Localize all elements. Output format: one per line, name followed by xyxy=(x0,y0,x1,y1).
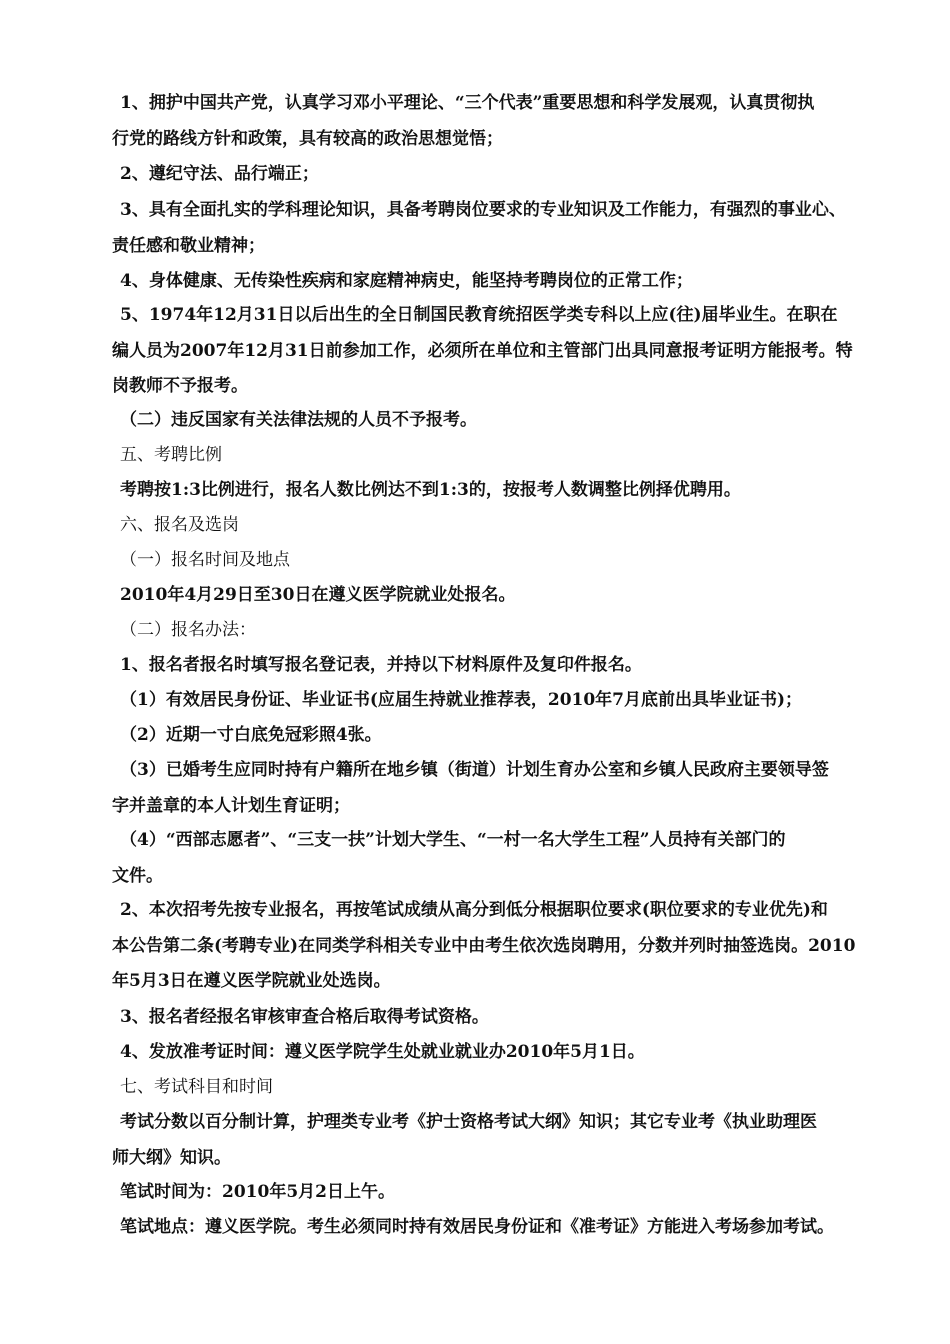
text-line: 1、拥护中国共产党，认真学习邓小平理论、“三个代表”重要思想和科学发展观，认真贯彻执 xyxy=(120,93,815,113)
paragraph-requirement-5 xyxy=(112,298,872,405)
text-line: （4）“西部志愿者”、“三支一扶”计划大学生、“一村一名大学生工程”人员持有关部门的 xyxy=(120,830,786,850)
text-line: （二）报名办法： xyxy=(120,620,256,640)
paragraph-requirement-2 xyxy=(112,157,872,193)
text-line: 笔试时间为：2010年5月2日上午。 xyxy=(120,1182,395,1202)
text-line: 年5月3日在遵义医学院就业处选岗。 xyxy=(112,971,391,991)
text-line: 5、1974年12月31日以后出生的全日制国民教育统招医学类专科以上应(往)届毕业生。在职在 xyxy=(120,305,838,325)
text-line: 3、报名者经报名审核审查合格后取得考试资格。 xyxy=(120,1007,489,1027)
paragraph-method-1 xyxy=(112,648,872,684)
text-line: （2）近期一寸白底免冠彩照4张。 xyxy=(120,725,382,745)
text-line: 字并盖章的本人计划生育证明； xyxy=(112,795,350,816)
text-line: 七、考试科目和时间 xyxy=(120,1077,273,1097)
text-line: 岗教师不予报考。 xyxy=(112,376,248,396)
paragraph-exclusion xyxy=(112,403,872,439)
text-line: 3、具有全面扎实的学科理论知识，具备考聘岗位要求的专业知识及工作能力，有强烈的事业心、 xyxy=(120,200,846,220)
paragraph-exam-location xyxy=(112,1210,872,1246)
paragraph-method-3 xyxy=(112,1000,872,1036)
paragraph-material-1 xyxy=(112,683,872,719)
text-line: 行党的路线方针和政策，具有较高的政治思想觉悟； xyxy=(112,128,503,149)
subheading-method xyxy=(112,613,872,649)
text-line: 笔试地点：遵义医学院。考生必须同时持有效居民身份证和《准考证》方能进入考场参加考试。 xyxy=(120,1217,834,1237)
text-line: 责任感和敬业精神； xyxy=(112,235,265,256)
text-line: （一）报名时间及地点 xyxy=(120,550,290,570)
paragraph-requirement-4 xyxy=(112,264,872,300)
text-line: 师大纲》知识。 xyxy=(112,1147,231,1168)
paragraph-method-2 xyxy=(112,893,872,1000)
text-line: 本公告第二条(考聘专业)在同类学科相关专业中由考生依次选岗聘用，分数并列时抽签选岗。2010 xyxy=(112,935,856,956)
section-heading-registration xyxy=(112,508,872,544)
text-line: 考聘按1:3比例进行，报名人数比例达不到1:3的，按报考人数调整比例择优聘用。 xyxy=(120,480,741,500)
text-line: 编人员为2007年12月31日前参加工作，必须所在单位和主管部门出具同意报考证明方能报考。特 xyxy=(112,340,853,361)
paragraph-method-4 xyxy=(112,1035,872,1071)
text-line: 2、本次招考先按专业报名，再按笔试成绩从高分到低分根据职位要求(职位要求的专业优先)和 xyxy=(120,900,828,920)
text-line: 文件。 xyxy=(112,865,163,886)
text-line: 2、遵纪守法、品行端正； xyxy=(120,164,319,184)
paragraph-material-2 xyxy=(112,718,872,754)
paragraph-requirement-3 xyxy=(112,193,872,264)
section-heading-exam xyxy=(112,1070,872,1106)
text-line: 1、报名者报名时填写报名登记表，并持以下材料原件及复印件报名。 xyxy=(120,655,642,675)
paragraph-exam-time xyxy=(112,1175,872,1211)
paragraph-registration-date xyxy=(112,578,872,614)
paragraph-ratio xyxy=(112,473,872,509)
subheading-time-place xyxy=(112,543,872,579)
paragraph-requirement-1 xyxy=(112,86,872,157)
section-heading-ratio xyxy=(112,438,872,474)
paragraph-material-3 xyxy=(112,753,872,824)
text-line: 4、身体健康、无传染性疾病和家庭精神病史，能坚持考聘岗位的正常工作； xyxy=(120,271,693,291)
text-line: （3）已婚考生应同时持有户籍所在地乡镇（街道）计划生育办公室和乡镇人民政府主要领导签 xyxy=(120,760,829,780)
text-line: 六、报名及选岗 xyxy=(120,515,239,535)
text-line: 2010年4月29日至30日在遵义医学院就业处报名。 xyxy=(120,585,516,605)
text-line: 考试分数以百分制计算，护理类专业考《护士资格考试大纲》知识；其它专业考《执业助理医 xyxy=(120,1112,817,1132)
paragraph-exam-content xyxy=(112,1105,872,1176)
paragraph-material-4 xyxy=(112,823,872,894)
text-line: 4、发放准考证时间：遵义医学院学生处就业就业办2010年5月1日。 xyxy=(120,1042,645,1062)
text-line: （二）违反国家有关法律法规的人员不予报考。 xyxy=(120,410,477,430)
text-line: （1）有效居民身份证、毕业证书(应届生持就业推荐表，2010年7月底前出具毕业证书)； xyxy=(120,690,803,710)
text-line: 五、考聘比例 xyxy=(120,445,222,465)
